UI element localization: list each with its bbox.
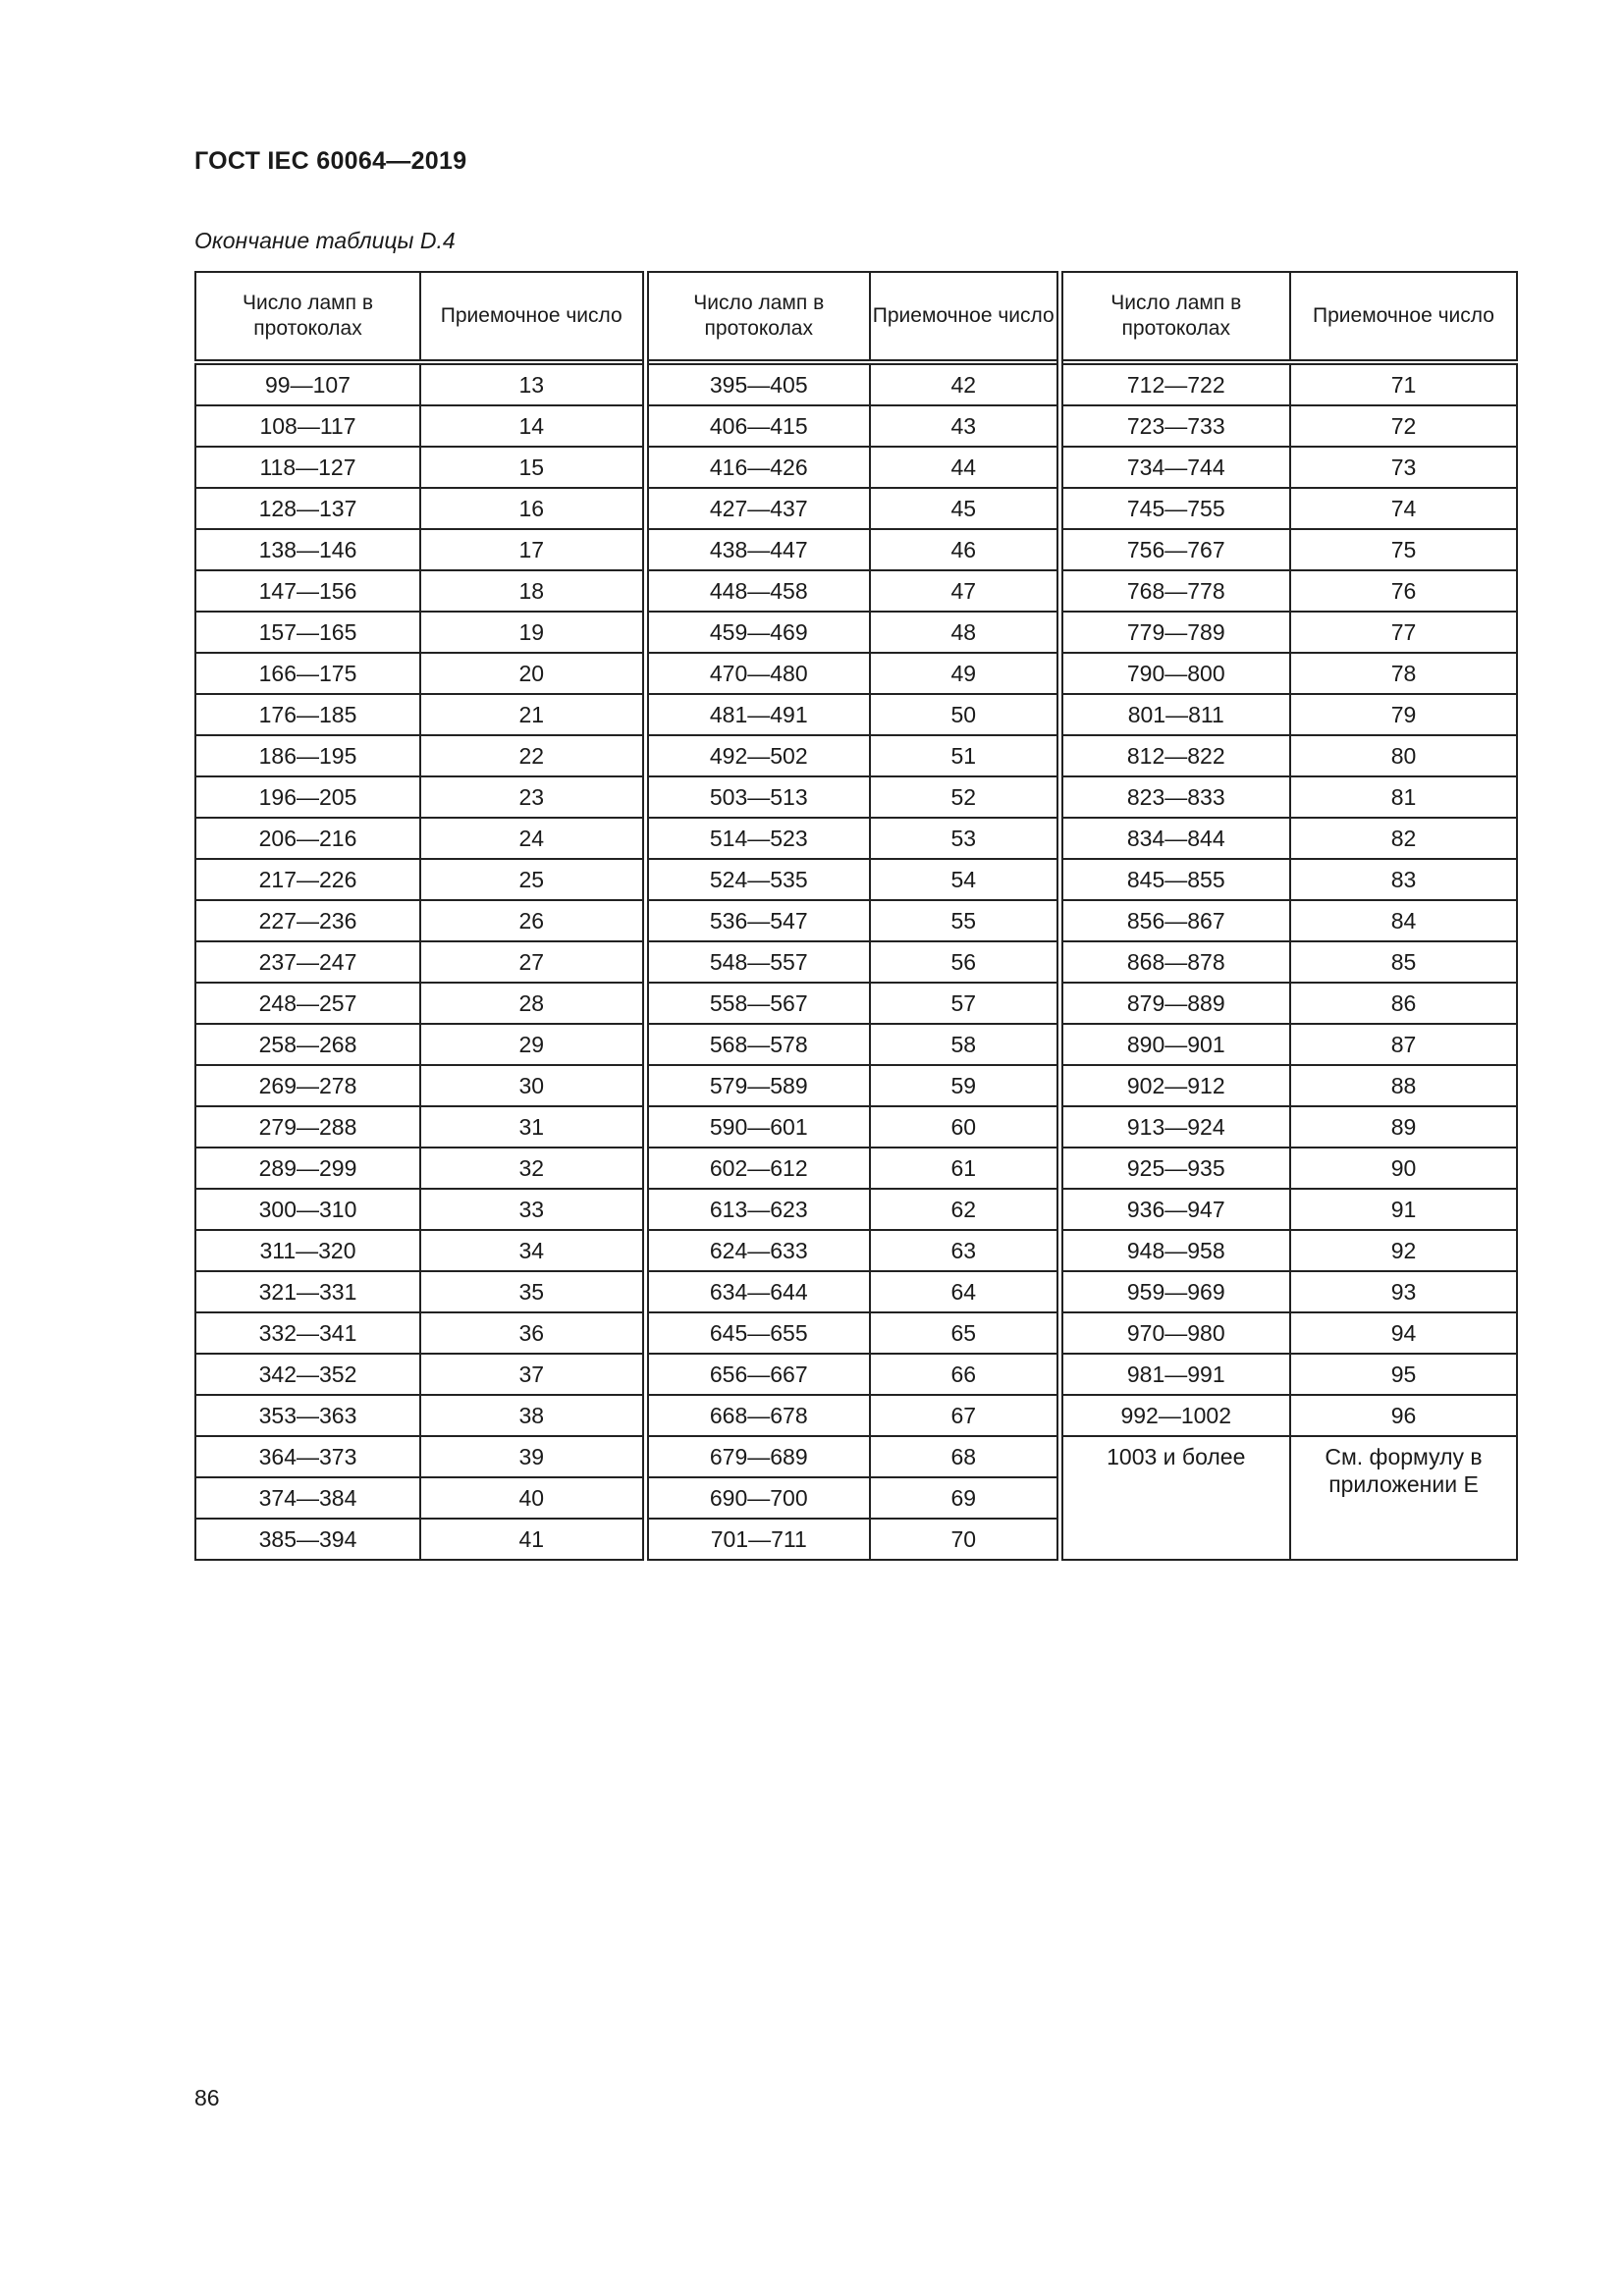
acceptance-number-cell: 96	[1290, 1395, 1517, 1436]
lamps-range-cell: 548—557	[645, 941, 870, 983]
acceptance-number-cell: 26	[420, 900, 645, 941]
lamps-range-cell: 768—778	[1059, 570, 1290, 612]
acceptance-number-cell: 71	[1290, 362, 1517, 405]
lamps-range-cell: 992—1002	[1059, 1395, 1290, 1436]
acceptance-number-cell: 61	[870, 1148, 1059, 1189]
lamps-range-cell: 427—437	[645, 488, 870, 529]
table-row	[195, 1271, 1517, 1312]
lamps-range-cell: 558—567	[645, 983, 870, 1024]
acceptance-number-cell: 22	[420, 735, 645, 776]
header-acceptance-number: Приемочное число	[1290, 272, 1517, 362]
acceptance-number-cell: 15	[420, 447, 645, 488]
lamps-range-cell: 176—185	[195, 694, 420, 735]
lamps-range-cell: 868—878	[1059, 941, 1290, 983]
lamps-range-cell: 492—502	[645, 735, 870, 776]
acceptance-number-cell: 39	[420, 1436, 645, 1477]
lamps-range-cell: 237—247	[195, 941, 420, 983]
table-row	[195, 405, 1517, 447]
lamps-range-cell: 258—268	[195, 1024, 420, 1065]
acceptance-number-cell: 94	[1290, 1312, 1517, 1354]
acceptance-number-cell: См. формулу в приложении Е	[1290, 1436, 1517, 1560]
lamps-range-cell: 186—195	[195, 735, 420, 776]
table-caption: Окончание таблицы D.4	[194, 228, 456, 253]
table-row	[195, 900, 1517, 941]
table-row	[195, 488, 1517, 529]
lamps-range-cell: 745—755	[1059, 488, 1290, 529]
acceptance-number-cell: 59	[870, 1065, 1059, 1106]
acceptance-number-cell: 67	[870, 1395, 1059, 1436]
lamps-range-cell: 613—623	[645, 1189, 870, 1230]
acceptance-number-cell: 66	[870, 1354, 1059, 1395]
acceptance-number-cell: 70	[870, 1519, 1059, 1560]
acceptance-number-cell: 13	[420, 362, 645, 405]
page-number: 86	[194, 2085, 220, 2110]
lamps-range-cell: 481—491	[645, 694, 870, 735]
lamps-range-cell: 514—523	[645, 818, 870, 859]
acceptance-number-cell: 92	[1290, 1230, 1517, 1271]
acceptance-number-cell: 87	[1290, 1024, 1517, 1065]
lamps-range-cell: 147—156	[195, 570, 420, 612]
table-header-row	[195, 272, 1517, 362]
acceptance-number-cell: 74	[1290, 488, 1517, 529]
acceptance-number-cell: 48	[870, 612, 1059, 653]
acceptance-number-cell: 29	[420, 1024, 645, 1065]
lamps-range-cell: 536—547	[645, 900, 870, 941]
acceptance-number-cell: 54	[870, 859, 1059, 900]
lamps-range-cell: 845—855	[1059, 859, 1290, 900]
lamps-range-cell: 645—655	[645, 1312, 870, 1354]
acceptance-number-cell: 57	[870, 983, 1059, 1024]
lamps-range-cell: 890—901	[1059, 1024, 1290, 1065]
acceptance-number-cell: 18	[420, 570, 645, 612]
acceptance-number-cell: 88	[1290, 1065, 1517, 1106]
lamps-range-cell: 690—700	[645, 1477, 870, 1519]
lamps-range-cell: 701—711	[645, 1519, 870, 1560]
lamps-range-cell: 118—127	[195, 447, 420, 488]
acceptance-number-cell: 69	[870, 1477, 1059, 1519]
acceptance-number-cell: 27	[420, 941, 645, 983]
acceptance-number-cell: 52	[870, 776, 1059, 818]
header-acceptance-number: Приемочное число	[420, 272, 645, 362]
lamps-range-cell: 342—352	[195, 1354, 420, 1395]
acceptance-number-cell: 33	[420, 1189, 645, 1230]
acceptance-number-cell: 56	[870, 941, 1059, 983]
table-row	[195, 1065, 1517, 1106]
lamps-range-cell: 679—689	[645, 1436, 870, 1477]
acceptance-number-cell: 55	[870, 900, 1059, 941]
acceptance-number-cell: 86	[1290, 983, 1517, 1024]
lamps-range-cell: 634—644	[645, 1271, 870, 1312]
table-row	[195, 570, 1517, 612]
lamps-range-cell: 959—969	[1059, 1271, 1290, 1312]
lamps-range-cell: 779—789	[1059, 612, 1290, 653]
lamps-range-cell: 568—578	[645, 1024, 870, 1065]
lamps-range-cell: 981—991	[1059, 1354, 1290, 1395]
table-row	[195, 694, 1517, 735]
acceptance-number-cell: 50	[870, 694, 1059, 735]
acceptance-number-cell: 37	[420, 1354, 645, 1395]
acceptance-number-cell: 68	[870, 1436, 1059, 1477]
acceptance-number-cell: 51	[870, 735, 1059, 776]
lamps-range-cell: 913—924	[1059, 1106, 1290, 1148]
table-row	[195, 941, 1517, 983]
lamps-range-cell: 279—288	[195, 1106, 420, 1148]
table-row	[195, 818, 1517, 859]
acceptance-number-cell: 25	[420, 859, 645, 900]
lamps-range-cell: 801—811	[1059, 694, 1290, 735]
acceptance-number-cell: 21	[420, 694, 645, 735]
lamps-range-cell: 712—722	[1059, 362, 1290, 405]
lamps-range-cell: 812—822	[1059, 735, 1290, 776]
acceptance-number-cell: 20	[420, 653, 645, 694]
acceptance-number-cell: 91	[1290, 1189, 1517, 1230]
acceptance-number-cell: 23	[420, 776, 645, 818]
lamps-range-cell: 406—415	[645, 405, 870, 447]
lamps-range-cell: 138—146	[195, 529, 420, 570]
table-row	[195, 529, 1517, 570]
lamps-range-cell: 503—513	[645, 776, 870, 818]
acceptance-number-cell: 38	[420, 1395, 645, 1436]
table-row	[195, 776, 1517, 818]
acceptance-number-cell: 85	[1290, 941, 1517, 983]
acceptance-number-cell: 14	[420, 405, 645, 447]
lamps-range-cell: 374—384	[195, 1477, 420, 1519]
header-lamps-count: Число ламп в протоколах	[645, 272, 870, 362]
lamps-range-cell: 668—678	[645, 1395, 870, 1436]
acceptance-number-cell: 36	[420, 1312, 645, 1354]
lamps-range-cell: 790—800	[1059, 653, 1290, 694]
lamps-range-cell: 311—320	[195, 1230, 420, 1271]
lamps-range-cell: 108—117	[195, 405, 420, 447]
lamps-range-cell: 1003 и более	[1059, 1436, 1290, 1560]
table-row	[195, 1312, 1517, 1354]
table-row	[195, 1354, 1517, 1395]
lamps-range-cell: 602—612	[645, 1148, 870, 1189]
lamps-range-cell: 579—589	[645, 1065, 870, 1106]
lamps-range-cell: 756—767	[1059, 529, 1290, 570]
lamps-range-cell: 248—257	[195, 983, 420, 1024]
header-lamps-count: Число ламп в протоколах	[195, 272, 420, 362]
table-row	[195, 1024, 1517, 1065]
acceptance-number-cell: 30	[420, 1065, 645, 1106]
acceptance-number-cell: 90	[1290, 1148, 1517, 1189]
lamps-range-cell: 970—980	[1059, 1312, 1290, 1354]
acceptance-number-cell: 60	[870, 1106, 1059, 1148]
lamps-range-cell: 470—480	[645, 653, 870, 694]
table-row	[195, 1148, 1517, 1189]
table-row	[195, 612, 1517, 653]
lamps-range-cell: 128—137	[195, 488, 420, 529]
acceptance-number-cell: 95	[1290, 1354, 1517, 1395]
acceptance-number-cell: 77	[1290, 612, 1517, 653]
acceptance-number-cell: 32	[420, 1148, 645, 1189]
lamps-range-cell: 902—912	[1059, 1065, 1290, 1106]
acceptance-number-cell: 89	[1290, 1106, 1517, 1148]
lamps-range-cell: 948—958	[1059, 1230, 1290, 1271]
table-row	[195, 859, 1517, 900]
acceptance-number-cell: 79	[1290, 694, 1517, 735]
table-row	[195, 1230, 1517, 1271]
acceptance-number-cell: 35	[420, 1271, 645, 1312]
table-row	[195, 447, 1517, 488]
acceptance-number-cell: 31	[420, 1106, 645, 1148]
table-row	[195, 1106, 1517, 1148]
lamps-range-cell: 269—278	[195, 1065, 420, 1106]
acceptance-number-cell: 75	[1290, 529, 1517, 570]
acceptance-number-cell: 63	[870, 1230, 1059, 1271]
lamps-range-cell: 925—935	[1059, 1148, 1290, 1189]
acceptance-number-cell: 43	[870, 405, 1059, 447]
lamps-range-cell: 364—373	[195, 1436, 420, 1477]
header-lamps-count: Число ламп в протоколах	[1059, 272, 1290, 362]
acceptance-number-cell: 46	[870, 529, 1059, 570]
lamps-range-cell: 734—744	[1059, 447, 1290, 488]
acceptance-number-cell: 58	[870, 1024, 1059, 1065]
lamps-range-cell: 217—226	[195, 859, 420, 900]
lamps-range-cell: 438—447	[645, 529, 870, 570]
acceptance-number-cell: 47	[870, 570, 1059, 612]
lamps-range-cell: 157—165	[195, 612, 420, 653]
table-row	[195, 735, 1517, 776]
acceptance-number-cell: 65	[870, 1312, 1059, 1354]
table-row	[195, 362, 1517, 405]
lamps-range-cell: 332—341	[195, 1312, 420, 1354]
acceptance-table	[194, 271, 1518, 1561]
lamps-range-cell: 166—175	[195, 653, 420, 694]
lamps-range-cell: 395—405	[645, 362, 870, 405]
table-row	[195, 1189, 1517, 1230]
lamps-range-cell: 590—601	[645, 1106, 870, 1148]
acceptance-number-cell: 42	[870, 362, 1059, 405]
acceptance-number-cell: 80	[1290, 735, 1517, 776]
acceptance-number-cell: 64	[870, 1271, 1059, 1312]
acceptance-number-cell: 34	[420, 1230, 645, 1271]
acceptance-number-cell: 24	[420, 818, 645, 859]
acceptance-number-cell: 76	[1290, 570, 1517, 612]
acceptance-number-cell: 49	[870, 653, 1059, 694]
lamps-range-cell: 723—733	[1059, 405, 1290, 447]
lamps-range-cell: 206—216	[195, 818, 420, 859]
lamps-range-cell: 196—205	[195, 776, 420, 818]
acceptance-number-cell: 53	[870, 818, 1059, 859]
table-row	[195, 1436, 1517, 1477]
lamps-range-cell: 823—833	[1059, 776, 1290, 818]
lamps-range-cell: 856—867	[1059, 900, 1290, 941]
lamps-range-cell: 300—310	[195, 1189, 420, 1230]
acceptance-number-cell: 19	[420, 612, 645, 653]
lamps-range-cell: 289—299	[195, 1148, 420, 1189]
acceptance-number-cell: 81	[1290, 776, 1517, 818]
acceptance-number-cell: 40	[420, 1477, 645, 1519]
lamps-range-cell: 448—458	[645, 570, 870, 612]
header-acceptance-number: Приемочное число	[870, 272, 1059, 362]
lamps-range-cell: 353—363	[195, 1395, 420, 1436]
lamps-range-cell: 416—426	[645, 447, 870, 488]
acceptance-number-cell: 16	[420, 488, 645, 529]
lamps-range-cell: 459—469	[645, 612, 870, 653]
acceptance-number-cell: 41	[420, 1519, 645, 1560]
lamps-range-cell: 936—947	[1059, 1189, 1290, 1230]
lamps-range-cell: 656—667	[645, 1354, 870, 1395]
lamps-range-cell: 385—394	[195, 1519, 420, 1560]
lamps-range-cell: 834—844	[1059, 818, 1290, 859]
acceptance-number-cell: 78	[1290, 653, 1517, 694]
acceptance-number-cell: 45	[870, 488, 1059, 529]
acceptance-number-cell: 28	[420, 983, 645, 1024]
acceptance-number-cell: 82	[1290, 818, 1517, 859]
acceptance-number-cell: 72	[1290, 405, 1517, 447]
acceptance-number-cell: 62	[870, 1189, 1059, 1230]
lamps-range-cell: 879—889	[1059, 983, 1290, 1024]
acceptance-number-cell: 17	[420, 529, 645, 570]
lamps-range-cell: 624—633	[645, 1230, 870, 1271]
table-row	[195, 983, 1517, 1024]
lamps-range-cell: 227—236	[195, 900, 420, 941]
acceptance-number-cell: 83	[1290, 859, 1517, 900]
lamps-range-cell: 524—535	[645, 859, 870, 900]
document-title: ГОСТ IEC 60064—2019	[194, 147, 467, 175]
acceptance-number-cell: 44	[870, 447, 1059, 488]
acceptance-number-cell: 73	[1290, 447, 1517, 488]
acceptance-number-cell: 84	[1290, 900, 1517, 941]
lamps-range-cell: 321—331	[195, 1271, 420, 1312]
lamps-range-cell: 99—107	[195, 362, 420, 405]
table-row	[195, 1395, 1517, 1436]
acceptance-number-cell: 93	[1290, 1271, 1517, 1312]
table-row	[195, 653, 1517, 694]
